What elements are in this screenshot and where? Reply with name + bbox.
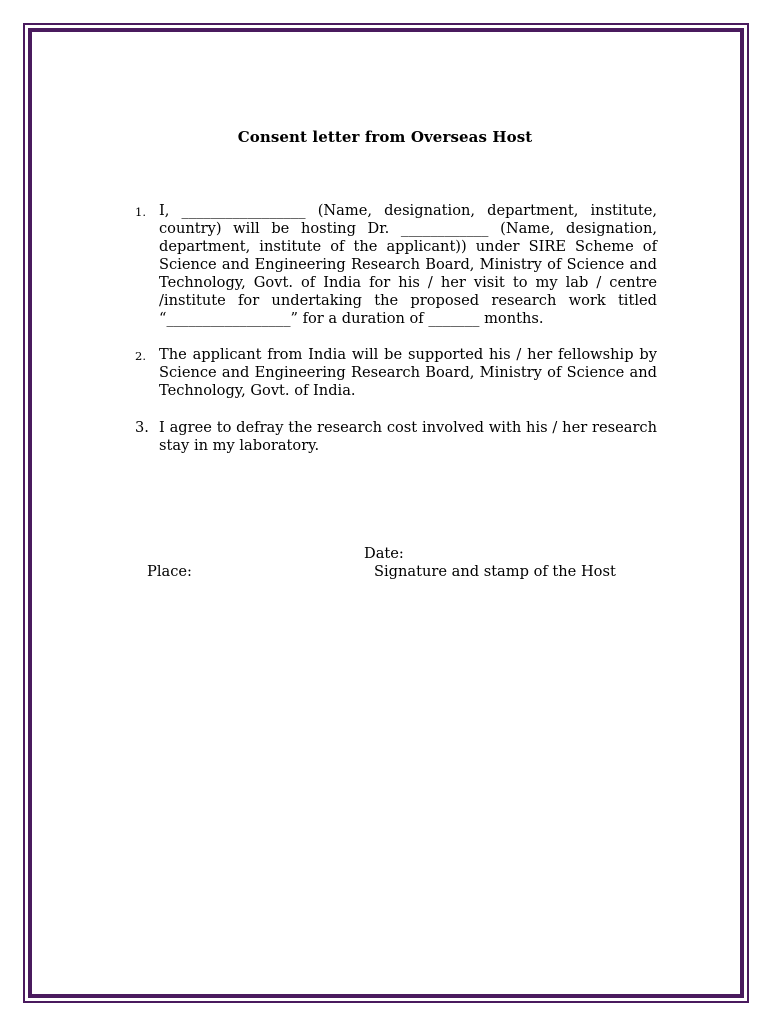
list-item-text: I agree to defray the research cost involved with his / her research stay in my laboratory. xyxy=(159,419,657,454)
list-item xyxy=(135,346,657,400)
list-item-number: 3. xyxy=(135,419,149,436)
list-item-number: 1. xyxy=(135,205,146,219)
place-label: Place: xyxy=(147,563,192,580)
list-item-number: 2. xyxy=(135,349,146,363)
list-item-text: I, _________________ (Name, designation, department, institute, country) will be hosting Dr. ____________ (Name, designation, department, institute of the applicant)) under SIRE Scheme of Science and Engineering Research Board, Ministry of Science and Technology, Govt. of India for his / her visit to my lab / centre /institute for undertaking the proposed research work titled “_________________” for a duration of _______ months. xyxy=(159,202,657,327)
list-item xyxy=(135,419,657,455)
list-item xyxy=(135,202,657,328)
document-title: Consent letter from Overseas Host xyxy=(237,128,533,146)
list-item-text: The applicant from India will be supported his / her fellowship by Science and Engineering Research Board, Ministry of Science and Technology, Govt. of India. xyxy=(159,346,657,399)
signature-label: Signature and stamp of the Host xyxy=(374,563,616,580)
date-label: Date: xyxy=(364,545,404,562)
page-border-inner xyxy=(28,28,744,998)
